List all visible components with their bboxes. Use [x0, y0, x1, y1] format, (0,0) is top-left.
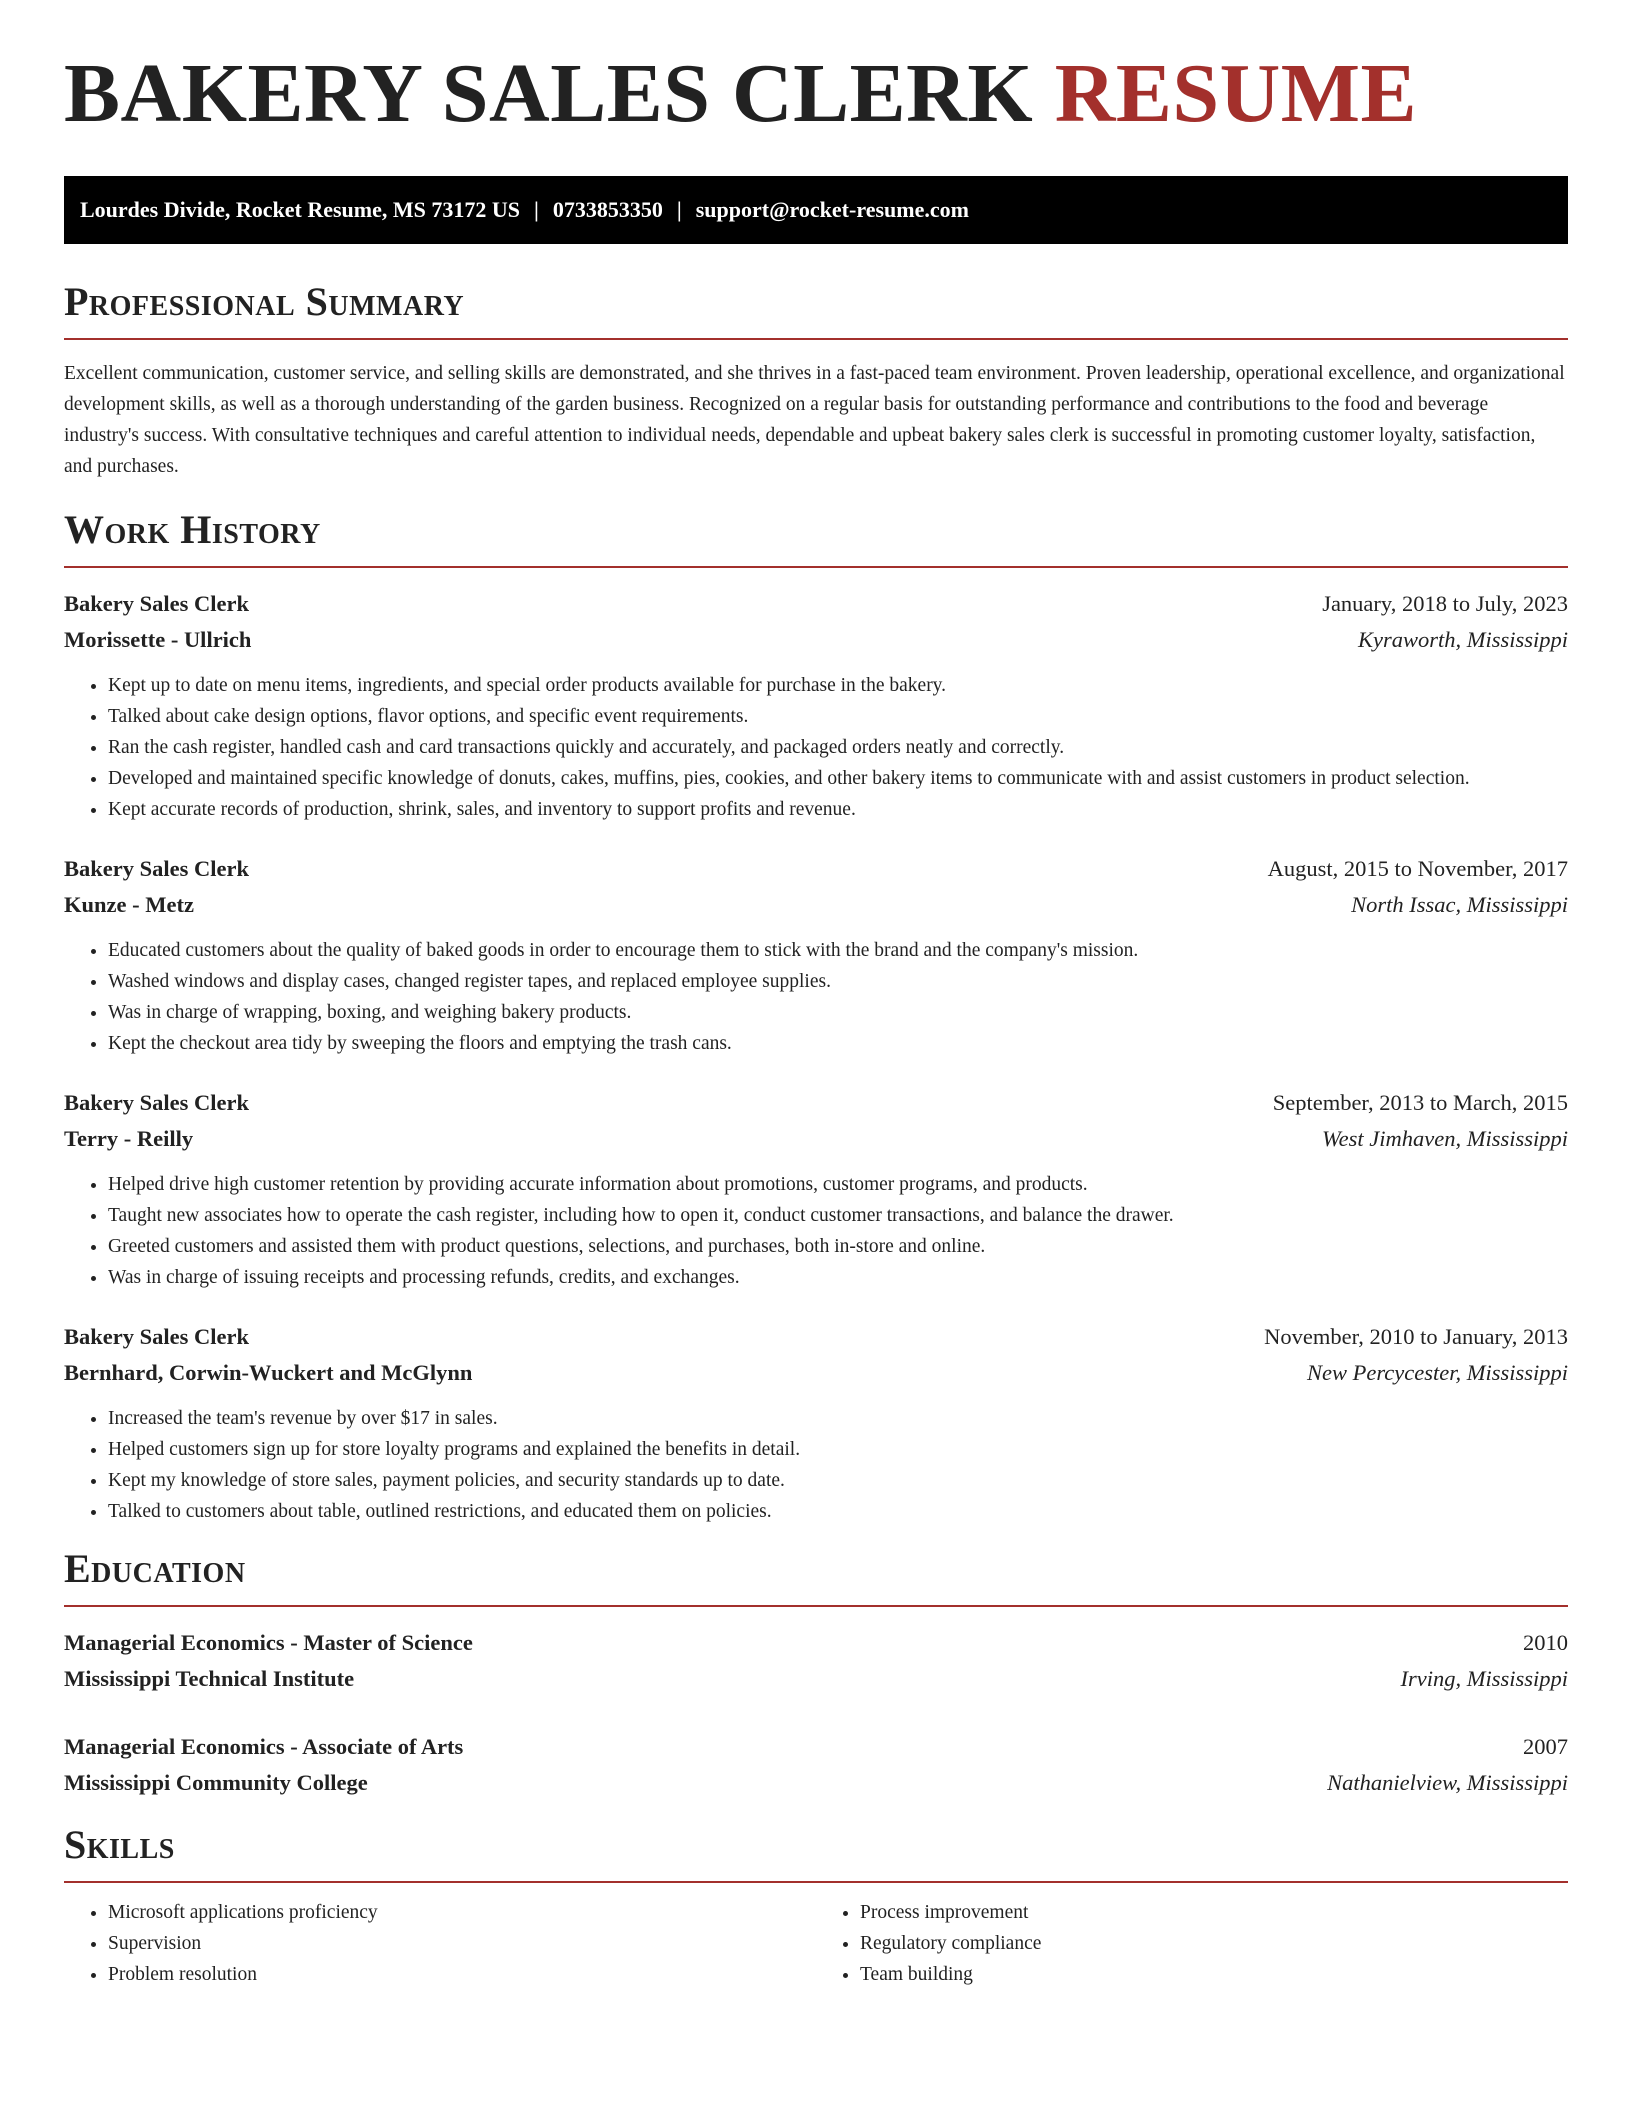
- list-item: • Talked to customers about table, outlined restrictions, and educated them on policies.: [108, 1496, 1568, 1527]
- job-entry: [64, 586, 1568, 825]
- section-divider: [64, 1605, 1568, 1607]
- graduation-year: 2007: [1523, 1734, 1568, 1759]
- job-dates: August, 2015 to November, 2017: [1267, 856, 1568, 881]
- school-name: Mississippi Community College: [64, 1770, 368, 1795]
- contact-bar: [64, 176, 1568, 244]
- list-item: • Increased the team's revenue by over $17 in sales.: [108, 1403, 1568, 1434]
- list-item: • Helped customers sign up for store loyalty programs and explained the benefits in detail.: [108, 1434, 1568, 1465]
- section-divider: [64, 338, 1568, 340]
- job-dates: November, 2010 to January, 2013: [1264, 1324, 1568, 1349]
- skills-section: [64, 1822, 1568, 1990]
- job-header: [64, 586, 1568, 622]
- school-name: Mississippi Technical Institute: [64, 1666, 355, 1691]
- job-location: Kyraworth, Mississippi: [1357, 627, 1568, 652]
- education-section: [64, 1546, 1568, 1801]
- title-accent: RESUME: [1054, 47, 1418, 140]
- list-item: • Was in charge of wrapping, boxing, and weighing bakery products.: [108, 997, 1568, 1028]
- title-main: BAKERY SALES CLERK: [64, 47, 1034, 140]
- job-title: Bakery Sales Clerk: [64, 1324, 249, 1349]
- job-header: [64, 1085, 1568, 1121]
- contact-phone: 0733853350: [552, 197, 663, 222]
- section-heading: Professional Summary: [64, 279, 465, 324]
- contact-email[interactable]: support@rocket-resume.com: [695, 197, 969, 222]
- section-heading: Education: [64, 1546, 246, 1591]
- skill-item: • Regulatory compliance: [860, 1928, 1568, 1959]
- list-item: • Greeted customers and assisted them with product questions, selections, and purchases, both in-store and online.: [108, 1231, 1568, 1262]
- skill-item: • Problem resolution: [108, 1959, 816, 1990]
- job-subheader: [64, 1355, 1568, 1391]
- skill-item: • Process improvement: [860, 1897, 1568, 1928]
- summary-section: [64, 279, 1568, 482]
- list-item: • Kept accurate records of production, shrink, sales, and inventory to support profits and revenue.: [108, 794, 1568, 825]
- school-location: Irving, Mississippi: [1400, 1666, 1568, 1691]
- job-bullets: [64, 935, 1568, 1059]
- job-location: West Jimhaven, Mississippi: [1321, 1126, 1568, 1151]
- skill-item: • Team building: [860, 1959, 1568, 1990]
- job-entry: [64, 1319, 1568, 1527]
- skills-list-left: [64, 1897, 816, 1990]
- section-divider: [64, 1881, 1568, 1883]
- degree: Managerial Economics - Associate of Arts: [64, 1734, 464, 1759]
- resume-title: [64, 0, 1568, 140]
- job-dates: September, 2013 to March, 2015: [1272, 1090, 1568, 1115]
- job-header: [64, 1319, 1568, 1355]
- education-entry: [64, 1625, 1568, 1697]
- job-entry: [64, 1085, 1568, 1293]
- list-item: • Ran the cash register, handled cash and card transactions quickly and accurately, and packaged orders neatly and correctly.: [108, 732, 1568, 763]
- job-header: [64, 851, 1568, 887]
- job-subheader: [64, 887, 1568, 923]
- education-header: [64, 1625, 1568, 1661]
- job-dates: January, 2018 to July, 2023: [1322, 591, 1568, 616]
- list-item: • Talked about cake design options, flavor options, and specific event requirements.: [108, 701, 1568, 732]
- list-item: • Educated customers about the quality of baked goods in order to encourage them to stick with the brand and the company's mission.: [108, 935, 1568, 966]
- job-subheader: [64, 1121, 1568, 1157]
- education-entry: [64, 1729, 1568, 1801]
- contact-separator: |: [676, 197, 682, 222]
- job-bullets: [64, 1403, 1568, 1527]
- job-location: New Percycester, Mississippi: [1306, 1360, 1568, 1385]
- job-bullets: [64, 670, 1568, 825]
- list-item: • Developed and maintained specific knowledge of donuts, cakes, muffins, pies, cookies, and other bakery items to communicate with and assist customers in product selection.: [108, 763, 1568, 794]
- job-company: Bernhard, Corwin-Wuckert and McGlynn: [64, 1360, 473, 1385]
- degree: Managerial Economics - Master of Science: [64, 1630, 473, 1655]
- skill-item: • Microsoft applications proficiency: [108, 1897, 816, 1928]
- list-item: • Kept my knowledge of store sales, payment policies, and security standards up to date.: [108, 1465, 1568, 1496]
- job-company: Terry - Reilly: [64, 1126, 194, 1151]
- job-bullets: [64, 1169, 1568, 1293]
- section-divider: [64, 566, 1568, 568]
- contact-address: Lourdes Divide, Rocket Resume, MS 73172 US: [80, 197, 520, 222]
- job-location: North Issac, Mississippi: [1351, 892, 1568, 917]
- graduation-year: 2010: [1523, 1630, 1568, 1655]
- list-item: • Helped drive high customer retention by providing accurate information about promotions, customer programs, and products.: [108, 1169, 1568, 1200]
- list-item: • Kept up to date on menu items, ingredients, and special order products available for purchase in the bakery.: [108, 670, 1568, 701]
- section-heading: Work History: [64, 507, 321, 552]
- skill-item: • Supervision: [108, 1928, 816, 1959]
- skills-columns: [64, 1897, 1568, 1990]
- list-item: • Washed windows and display cases, changed register tapes, and replaced employee supplies.: [108, 966, 1568, 997]
- summary-text: Excellent communication, customer service, and selling skills are demonstrated, and she thrives in a fast-paced team environment. Proven leadership, operational excellence, and organizational development skills, as well as a thorough understanding of the garden business. Recognized on a regular basis for outstanding performance and contributions to the food and beverage industry's success. With consultative techniques and careful attention to individual needs, dependable and upbeat bakery sales clerk is successful in promoting customer loyalty, satisfaction, and purchases.: [64, 363, 1565, 477]
- job-entry: [64, 851, 1568, 1059]
- skills-list-right: [816, 1897, 1568, 1990]
- contact-separator: |: [534, 197, 539, 222]
- education-header: [64, 1729, 1568, 1765]
- job-title: Bakery Sales Clerk: [64, 591, 249, 616]
- list-item: • Kept the checkout area tidy by sweeping the floors and emptying the trash cans.: [108, 1028, 1568, 1059]
- list-item: • Was in charge of issuing receipts and processing refunds, credits, and exchanges.: [108, 1262, 1568, 1293]
- job-title: Bakery Sales Clerk: [64, 1090, 249, 1115]
- job-subheader: [64, 622, 1568, 658]
- list-item: • Taught new associates how to operate the cash register, including how to open it, conduct customer transactions, and balance the drawer.: [108, 1200, 1568, 1231]
- work-history-section: [64, 507, 1568, 1527]
- education-subheader: [64, 1765, 1568, 1801]
- school-location: Nathanielview, Mississippi: [1327, 1770, 1568, 1795]
- education-subheader: [64, 1661, 1568, 1697]
- section-heading: Skills: [64, 1822, 175, 1867]
- job-company: Morissette - Ullrich: [64, 627, 252, 652]
- job-title: Bakery Sales Clerk: [64, 856, 249, 881]
- job-company: Kunze - Metz: [64, 892, 194, 917]
